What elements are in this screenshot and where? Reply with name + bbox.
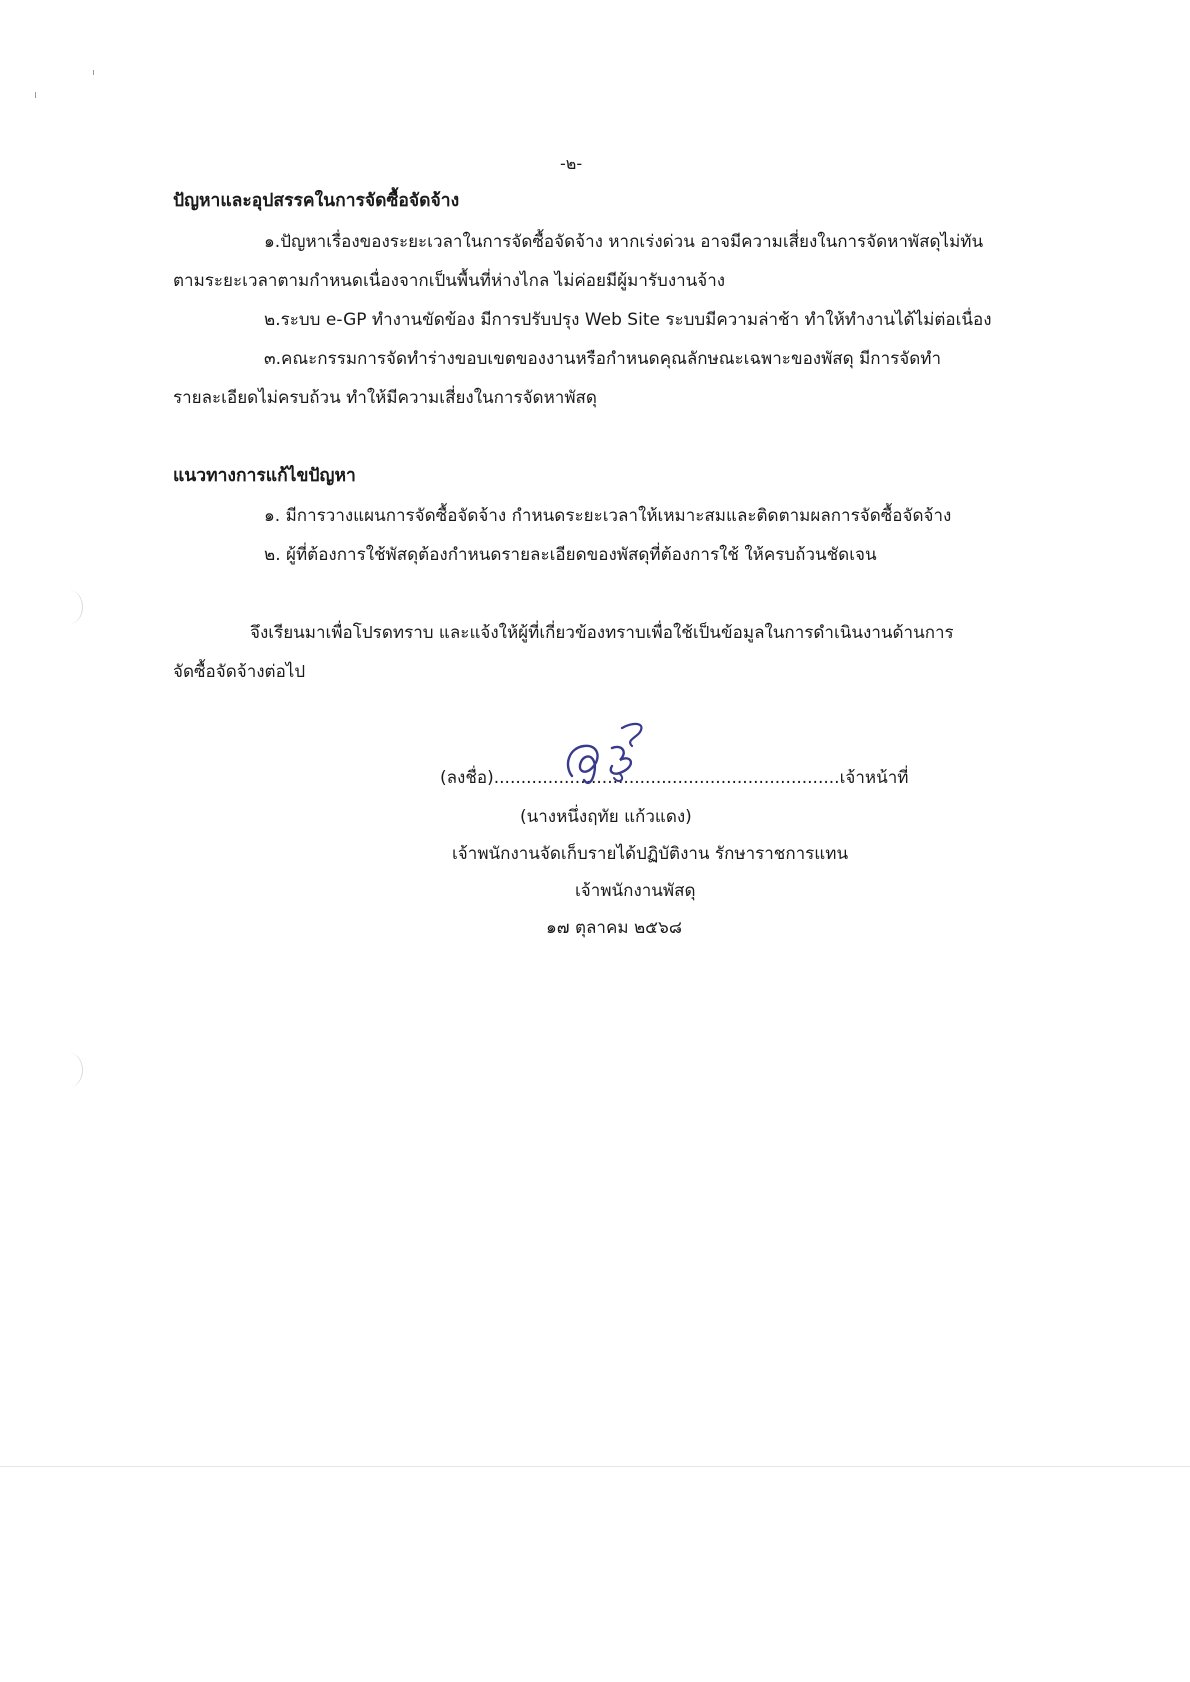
closing-line-2: จัดซื้อจัดจ้างต่อไป: [173, 662, 306, 682]
signer-position-1: เจ้าพนักงานจัดเก็บรายได้ปฏิบัติงาน รักษาราชการแทน: [452, 844, 849, 864]
handwritten-signature: [562, 718, 682, 788]
signer-position-2: เจ้าพนักงานพัสดุ: [575, 881, 696, 901]
page-number: -๒-: [560, 154, 583, 173]
problem-item-1-line-2: ตามระยะเวลาตามกำหนดเนื่องจากเป็นพื้นที่ห่างไกล ไม่ค่อยมีผู้มารับงานจ้าง: [173, 271, 726, 291]
problems-heading: ปัญหาและอุปสรรคในการจัดซื้อจัดจ้าง: [173, 191, 460, 211]
solutions-heading: แนวทางการแก้ไขปัญหา: [173, 466, 356, 486]
solution-item-1: ๑. มีการวางแผนการจัดซื้อจัดจ้าง กำหนดระยะเวลาให้เหมาะสมและติดตามผลการจัดซื้อจัดจ้าง: [264, 506, 952, 526]
punch-hole: [56, 590, 83, 624]
problem-item-1-line-1: ๑.ปัญหาเรื่องของระยะเวลาในการจัดซื้อจัดจ้าง หากเร่งด่วน อาจมีความเสี่ยงในการจัดหาพัสดุไม่ทัน: [264, 232, 984, 252]
solution-item-2: ๒. ผู้ที่ต้องการใช้พัสดุต้องกำหนดรายละเอียดของพัสดุที่ต้องการใช้ ให้ครบถ้วนชัดเจน: [264, 545, 877, 565]
signer-name: (นางหนึ่งฤทัย แก้วแดง): [520, 807, 692, 827]
problem-item-3-line-1: ๓.คณะกรรมการจัดทำร่างขอบเขตของงานหรือกำหนดคุณลักษณะเฉพาะของพัสดุ มีการจัดทำ: [264, 349, 942, 369]
problem-item-2: ๒.ระบบ e-GP ทำงานขัดข้อง มีการปรับปรุง Web Site ระบบมีความล่าช้า ทำให้ทำงานได้ไม่ต่อเนื่อง: [264, 310, 992, 330]
closing-line-1: จึงเรียนมาเพื่อโปรดทราบ และแจ้งให้ผู้ที่เกี่ยวข้องทราบเพื่อใช้เป็นข้อมูลในการดำเนินงานด้านการ: [250, 623, 954, 643]
signature-line: (ลงชื่อ)................................................................เจ้าหน้าที่: [440, 768, 909, 788]
scan-edge-line: [0, 1466, 1190, 1467]
scan-mark: [93, 70, 94, 75]
scan-mark: [35, 92, 36, 98]
punch-hole: [56, 1053, 83, 1087]
signature-date: ๑๗ ตุลาคม ๒๕๖๘: [546, 918, 682, 938]
problem-item-3-line-2: รายละเอียดไม่ครบถ้วน ทำให้มีความเสี่ยงในการจัดหาพัสดุ: [173, 388, 597, 408]
